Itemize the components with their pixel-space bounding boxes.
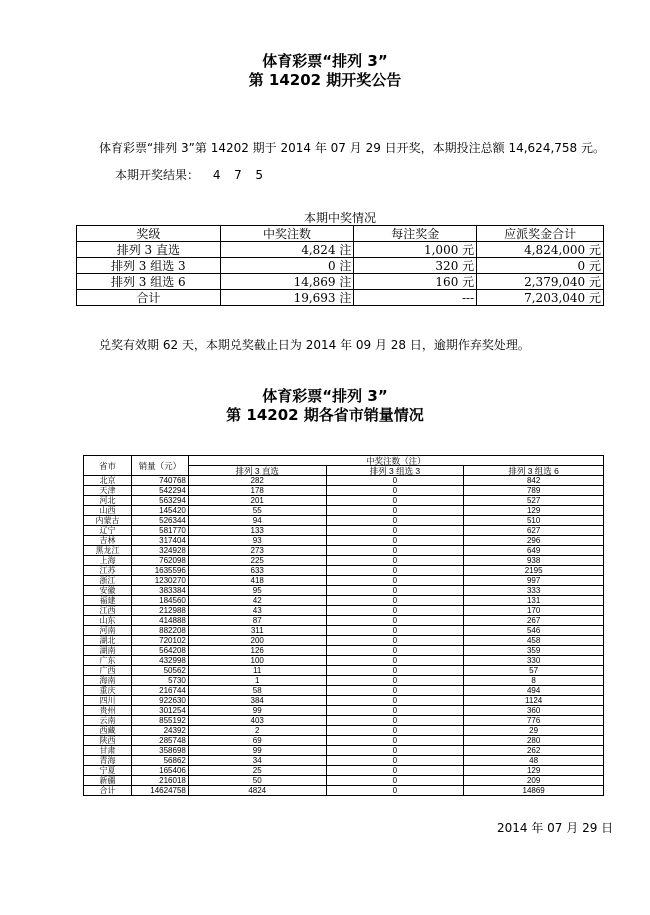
win-cell-prize: 1,000 元: [354, 242, 477, 258]
prov-row: [84, 736, 604, 746]
win-cell-count: 4,824 注: [220, 242, 354, 258]
win-cell-level: 合计: [77, 290, 221, 306]
prov-cell-sales: 740768: [131, 476, 188, 486]
prov-cell-sales: 5730: [131, 676, 188, 686]
prov-cell-name: 甘肃: [84, 746, 132, 756]
prov-cell-name: 山西: [84, 506, 132, 516]
prov-cell-group3: 0: [326, 626, 464, 636]
prov-cell-group6: 209: [464, 776, 604, 786]
win-row: [77, 258, 604, 274]
prov-cell-group6: 280: [464, 736, 604, 746]
prov-cell-sales: 383384: [131, 586, 188, 596]
prov-cell-direct: 42: [188, 596, 326, 606]
prov-cell-group3: 0: [326, 486, 464, 496]
prov-row: [84, 486, 604, 496]
prov-cell-group6: 129: [464, 766, 604, 776]
prov-row: [84, 536, 604, 546]
prov-cell-group3: 0: [326, 496, 464, 506]
prov-cell-direct: 225: [188, 556, 326, 566]
prov-cell-sales: 24392: [131, 726, 188, 736]
prov-cell-group6: 527: [464, 496, 604, 506]
prov-cell-group6: 131: [464, 596, 604, 606]
prov-cell-group3: 0: [326, 536, 464, 546]
prov-cell-name: 合计: [84, 786, 132, 796]
prov-cell-group6: 129: [464, 506, 604, 516]
redeem-note: 兑奖有效期 62 天，本期兑奖截止日为 2014 年 09 月 28 日，逾期作弃奖处理。: [99, 338, 530, 352]
prov-cell-direct: 25: [188, 766, 326, 776]
prov-cell-direct: 633: [188, 566, 326, 576]
prov-row: [84, 556, 604, 566]
prov-cell-name: 河南: [84, 626, 132, 636]
prov-cell-group6: 296: [464, 536, 604, 546]
prov-cell-direct: 282: [188, 476, 326, 486]
prov-cell-name: 湖北: [84, 636, 132, 646]
prov-row: [84, 576, 604, 586]
prov-row: [84, 476, 604, 486]
prov-cell-group3: 0: [326, 666, 464, 676]
prov-cell-group6: 997: [464, 576, 604, 586]
prov-cell-name: 江苏: [84, 566, 132, 576]
win-header-cell: 应派奖金合计: [477, 226, 604, 242]
prov-cell-group3: 0: [326, 616, 464, 626]
prov-cell-sales: 720102: [131, 636, 188, 646]
prov-cell-sales: 563294: [131, 496, 188, 506]
prov-cell-group6: 48: [464, 756, 604, 766]
prov-cell-sales: 324928: [131, 546, 188, 556]
prov-cell-group3: 0: [326, 736, 464, 746]
prov-subheader-cell: 排列 3 组选 3: [326, 466, 464, 476]
prov-cell-name: 重庆: [84, 686, 132, 696]
prov-cell-group3: 0: [326, 646, 464, 656]
win-row: [77, 242, 604, 258]
win-header-row: [77, 226, 604, 242]
prov-cell-group3: 0: [326, 636, 464, 646]
prov-cell-direct: 50: [188, 776, 326, 786]
prov-cell-name: 辽宁: [84, 526, 132, 536]
win-caption: 本期中奖情况: [303, 211, 376, 225]
prov-cell-group6: 333: [464, 586, 604, 596]
prov-cell-direct: 1: [188, 676, 326, 686]
win-cell-total: 2,379,040 元: [477, 274, 604, 290]
prov-cell-group6: 2195: [464, 566, 604, 576]
win-cell-prize: 160 元: [354, 274, 477, 290]
prov-cell-direct: 418: [188, 576, 326, 586]
prov-cell-sales: 14624758: [131, 786, 188, 796]
prov-row: [84, 676, 604, 686]
prov-cell-sales: 317404: [131, 536, 188, 546]
prov-row: [84, 616, 604, 626]
result-numbers: 4 7 5: [212, 168, 266, 182]
prov-cell-direct: 100: [188, 656, 326, 666]
prov-row: [84, 566, 604, 576]
prov-cell-group6: 360: [464, 706, 604, 716]
prov-cell-direct: 2: [188, 726, 326, 736]
prov-row: [84, 586, 604, 596]
prov-row-total: [84, 786, 604, 796]
prov-cell-group3: 0: [326, 476, 464, 486]
prov-row: [84, 776, 604, 786]
prov-cell-direct: 34: [188, 756, 326, 766]
title-line-1: 体育彩票“排列 3”: [262, 52, 388, 70]
prov-cell-sales: 882208: [131, 626, 188, 636]
prov-cell-sales: 145420: [131, 506, 188, 516]
prov-cell-group3: 0: [326, 786, 464, 796]
win-row-total: [77, 290, 604, 306]
prov-cell-name: 江西: [84, 606, 132, 616]
win-cell-count: 14,869 注: [220, 274, 354, 290]
prov-cell-group3: 0: [326, 586, 464, 596]
prov-cell-group6: 546: [464, 626, 604, 636]
summary-paragraph: 体育彩票“排列 3”第 14202 期于 2014 年 07 月 29 日开奖，本期投注总额 14,624,758 元。: [99, 141, 605, 155]
prov-cell-sales: 56862: [131, 756, 188, 766]
prov-cell-direct: 178: [188, 486, 326, 496]
prov-row: [84, 516, 604, 526]
prov-cell-direct: 55: [188, 506, 326, 516]
prov-cell-name: 新疆: [84, 776, 132, 786]
prov-cell-sales: 526344: [131, 516, 188, 526]
prov-cell-group3: 0: [326, 776, 464, 786]
prov-cell-group3: 0: [326, 726, 464, 736]
prov-cell-name: 四川: [84, 696, 132, 706]
prov-cell-group6: 649: [464, 546, 604, 556]
prov-cell-name: 广西: [84, 666, 132, 676]
prov-cell-sales: 285748: [131, 736, 188, 746]
prov-cell-group3: 0: [326, 756, 464, 766]
prov-row: [84, 546, 604, 556]
win-cell-total: 4,824,000 元: [477, 242, 604, 258]
prov-cell-name: 内蒙古: [84, 516, 132, 526]
prov-row: [84, 506, 604, 516]
prov-cell-sales: 301254: [131, 706, 188, 716]
prov-cell-name: 陕西: [84, 736, 132, 746]
prov-cell-direct: 200: [188, 636, 326, 646]
prov-cell-direct: 99: [188, 746, 326, 756]
prov-row: [84, 766, 604, 776]
win-cell-prize: 320 元: [354, 258, 477, 274]
prov-subheader-cell: 排列 3 直选: [188, 466, 326, 476]
prov-cell-name: 吉林: [84, 536, 132, 546]
prov-cell-name: 海南: [84, 676, 132, 686]
prov-cell-sales: 762098: [131, 556, 188, 566]
prov-cell-sales: 216018: [131, 776, 188, 786]
prov-row: [84, 666, 604, 676]
prov-header-row: [84, 456, 604, 466]
prov-cell-group6: 627: [464, 526, 604, 536]
prov-cell-group6: 29: [464, 726, 604, 736]
win-header-cell: 奖级: [77, 226, 221, 242]
win-cell-count: 19,693 注: [220, 290, 354, 306]
prov-header-sales: 销量（元）: [131, 456, 188, 476]
prov-body: [84, 476, 604, 796]
prov-header-winners: 中奖注数（注）: [188, 456, 603, 466]
prov-row: [84, 596, 604, 606]
prov-cell-group6: 170: [464, 606, 604, 616]
prov-cell-name: 山东: [84, 616, 132, 626]
prov-cell-sales: 50562: [131, 666, 188, 676]
prov-cell-sales: 564208: [131, 646, 188, 656]
prov-cell-name: 上海: [84, 556, 132, 566]
win-cell-level: 排列 3 组选 3: [77, 258, 221, 274]
prov-row: [84, 526, 604, 536]
prov-cell-direct: 99: [188, 706, 326, 716]
win-header-cell: 每注奖金: [354, 226, 477, 242]
result-label: 本期开奖结果：: [115, 168, 200, 182]
prov-cell-group3: 0: [326, 506, 464, 516]
prov-cell-name: 云南: [84, 716, 132, 726]
prov-cell-group6: 14869: [464, 786, 604, 796]
prov-cell-group6: 267: [464, 616, 604, 626]
prov-row: [84, 746, 604, 756]
title-line-3: 体育彩票“排列 3”: [262, 387, 388, 405]
win-cell-total: 7,203,040 元: [477, 290, 604, 306]
prov-row: [84, 716, 604, 726]
prov-row: [84, 706, 604, 716]
prov-cell-group6: 776: [464, 716, 604, 726]
prov-cell-group6: 842: [464, 476, 604, 486]
prov-cell-direct: 93: [188, 536, 326, 546]
prov-cell-name: 湖南: [84, 646, 132, 656]
prov-cell-direct: 95: [188, 586, 326, 596]
prov-cell-group3: 0: [326, 656, 464, 666]
prov-cell-name: 宁夏: [84, 766, 132, 776]
prov-cell-group3: 0: [326, 596, 464, 606]
prov-cell-name: 安徽: [84, 586, 132, 596]
prov-header-province: 省市: [84, 456, 132, 476]
prov-cell-name: 广东: [84, 656, 132, 666]
prov-cell-sales: 184560: [131, 596, 188, 606]
result-line: [115, 166, 265, 183]
win-row: [77, 274, 604, 290]
prov-cell-direct: 11: [188, 666, 326, 676]
prov-cell-group6: 359: [464, 646, 604, 656]
prov-cell-direct: 403: [188, 716, 326, 726]
prov-cell-group3: 0: [326, 746, 464, 756]
prov-row: [84, 626, 604, 636]
prov-cell-group6: 458: [464, 636, 604, 646]
prov-cell-group3: 0: [326, 526, 464, 536]
prov-cell-direct: 87: [188, 616, 326, 626]
win-cell-level: 排列 3 组选 6: [77, 274, 221, 290]
prov-cell-name: 天津: [84, 486, 132, 496]
prov-cell-group3: 0: [326, 556, 464, 566]
prov-cell-name: 河北: [84, 496, 132, 506]
title-line-2: 第 14202 期开奖公告: [248, 71, 402, 89]
prov-cell-direct: 384: [188, 696, 326, 706]
prov-row: [84, 726, 604, 736]
prov-cell-sales: 432998: [131, 656, 188, 666]
prov-cell-direct: 311: [188, 626, 326, 636]
footer-date: 2014 年 07 月 29 日: [497, 821, 614, 835]
prov-cell-name: 福建: [84, 596, 132, 606]
win-header-cell: 中奖注数: [220, 226, 354, 242]
prov-cell-group3: 0: [326, 546, 464, 556]
prov-cell-group3: 0: [326, 696, 464, 706]
prov-cell-group6: 510: [464, 516, 604, 526]
prov-cell-group6: 8: [464, 676, 604, 686]
win-cell-prize: ---: [354, 290, 477, 306]
prov-cell-direct: 4824: [188, 786, 326, 796]
prov-cell-sales: 414888: [131, 616, 188, 626]
prov-cell-group3: 0: [326, 706, 464, 716]
prov-cell-direct: 201: [188, 496, 326, 506]
prov-cell-sales: 922630: [131, 696, 188, 706]
prov-subheader-cell: 排列 3 组选 6: [464, 466, 604, 476]
prov-cell-group3: 0: [326, 566, 464, 576]
prov-cell-direct: 126: [188, 646, 326, 656]
prov-cell-group6: 1124: [464, 696, 604, 706]
title-line-4: 第 14202 期各省市销量情况: [226, 406, 424, 424]
prov-cell-group6: 330: [464, 656, 604, 666]
prov-cell-group6: 262: [464, 746, 604, 756]
winning-table: [76, 225, 604, 306]
prov-cell-direct: 69: [188, 736, 326, 746]
prov-cell-sales: 542294: [131, 486, 188, 496]
prov-cell-group6: 57: [464, 666, 604, 676]
prov-row: [84, 656, 604, 666]
prov-row: [84, 686, 604, 696]
prov-cell-direct: 43: [188, 606, 326, 616]
prov-cell-sales: 855192: [131, 716, 188, 726]
prov-cell-group6: 789: [464, 486, 604, 496]
prov-cell-sales: 358698: [131, 746, 188, 756]
win-cell-count: 0 注: [220, 258, 354, 274]
prov-cell-sales: 1635596: [131, 566, 188, 576]
prov-cell-group3: 0: [326, 766, 464, 776]
prov-cell-direct: 58: [188, 686, 326, 696]
prov-row: [84, 646, 604, 656]
prov-cell-direct: 133: [188, 526, 326, 536]
prov-cell-group6: 494: [464, 686, 604, 696]
prov-cell-sales: 1230270: [131, 576, 188, 586]
prov-cell-name: 黑龙江: [84, 546, 132, 556]
prov-cell-sales: 581770: [131, 526, 188, 536]
prov-row: [84, 756, 604, 766]
prov-cell-group6: 938: [464, 556, 604, 566]
prov-cell-name: 北京: [84, 476, 132, 486]
prov-cell-name: 浙江: [84, 576, 132, 586]
prov-cell-group3: 0: [326, 606, 464, 616]
prov-cell-sales: 212988: [131, 606, 188, 616]
province-sales-table: [83, 455, 604, 796]
prov-cell-sales: 165406: [131, 766, 188, 776]
prov-cell-group3: 0: [326, 686, 464, 696]
prov-row: [84, 496, 604, 506]
prov-cell-direct: 273: [188, 546, 326, 556]
prov-row: [84, 696, 604, 706]
prov-cell-name: 贵州: [84, 706, 132, 716]
prov-cell-name: 青海: [84, 756, 132, 766]
prov-cell-group3: 0: [326, 716, 464, 726]
prov-cell-group3: 0: [326, 516, 464, 526]
prov-cell-sales: 216744: [131, 686, 188, 696]
prov-cell-name: 西藏: [84, 726, 132, 736]
win-cell-level: 排列 3 直选: [77, 242, 221, 258]
prov-row: [84, 606, 604, 616]
prov-cell-direct: 94: [188, 516, 326, 526]
win-cell-total: 0 元: [477, 258, 604, 274]
prov-cell-group3: 0: [326, 576, 464, 586]
prov-row: [84, 636, 604, 646]
prov-cell-group3: 0: [326, 676, 464, 686]
